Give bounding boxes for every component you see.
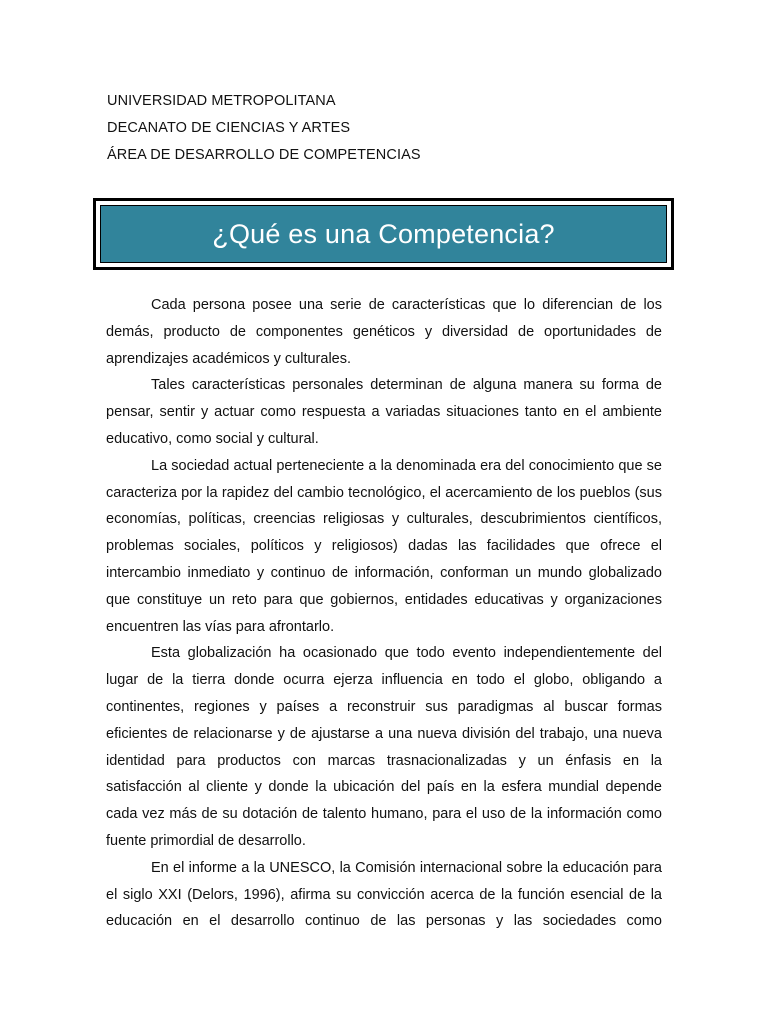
title-box bbox=[100, 205, 667, 263]
paragraph-3: La sociedad actual perteneciente a la denominada era del conocimiento que se caracteriza por la rapidez del cambio tecnológico, el acercamiento de los pueblos (sus economías, políticas, creencias religiosas y culturales, descubrimientos científicos, problemas sociales, políticos y religiosos) dadas las facilidades que ofrece el intercambio inmediato y continuo de información, conforman un mundo globalizado que constituye un reto para que gobiernos, entidades educativas y organizaciones encuentren las vías para afrontarlo. bbox=[106, 457, 662, 635]
area-name: ÁREA DE DESARROLLO DE COMPETENCIAS bbox=[107, 147, 421, 163]
paragraph-2: Tales características personales determinan de alguna manera su forma de pensar, sentir y actuar como respuesta a variadas situaciones tanto en el ambiente educativo, como social y cultural. bbox=[106, 377, 662, 447]
paragraph-5: En el informe a la UNESCO, la Comisión internacional sobre la educación para el siglo XXI (Delors, 1996), afirma su convicción acerca de la función esencial de la educación en el desarrollo continuo de las personas y las sociedades como bbox=[106, 859, 662, 930]
paragraph-4: Esta globalización ha ocasionado que todo evento independientemente del lugar de la tierra donde ocurra ejerza influencia en todo el globo, obligando a continentes, regiones y países a reconstruir sus paradigmas al buscar formas eficientes de relacionarse y de ajustarse a una nueva división del trabajo, una nueva identidad para productos con marcas trasnacionalizadas y un énfasis en la satisfacción al cliente y donde la ubicación del país en la esfera mundial depende cada vez más de su dotación de talento humano, para el uso de la información como fuente primordial de desarrollo. bbox=[106, 645, 662, 849]
title-frame bbox=[93, 198, 674, 270]
university-name: UNIVERSIDAD METROPOLITANA bbox=[107, 93, 336, 109]
institution-header bbox=[107, 88, 421, 169]
document-title: ¿Qué es una Competencia? bbox=[212, 218, 555, 249]
deanery-name: DECANATO DE CIENCIAS Y ARTES bbox=[107, 120, 351, 136]
paragraph-1: Cada persona posee una serie de características que lo diferencian de los demás, producto de componentes genéticos y diversidad de oportunidades de aprendizajes académicos y culturales. bbox=[106, 297, 662, 367]
document-body bbox=[106, 292, 662, 935]
